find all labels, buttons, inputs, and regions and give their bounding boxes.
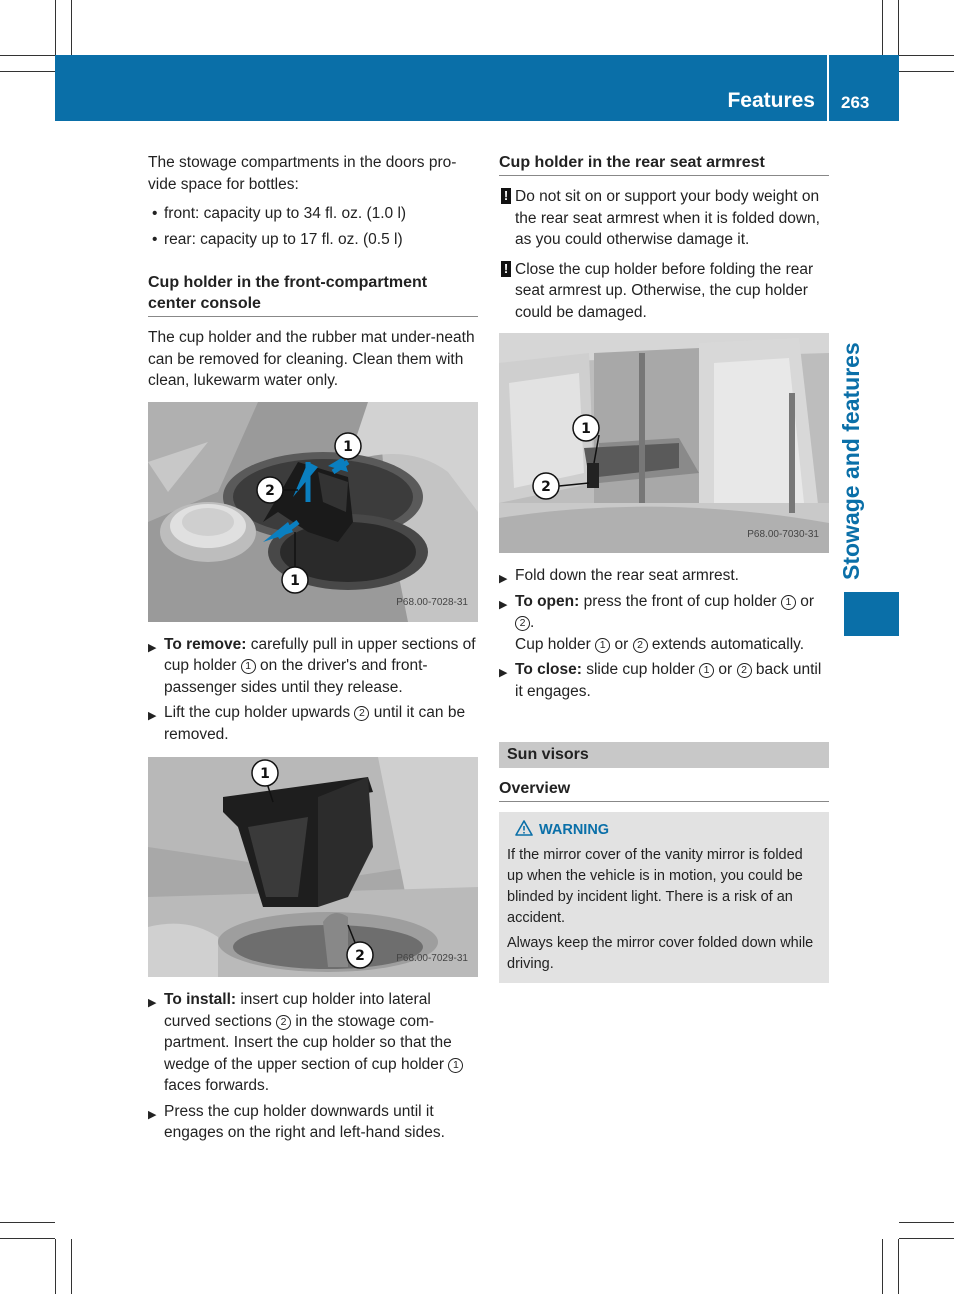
figure-marker: 1 xyxy=(581,421,591,437)
side-tab xyxy=(844,592,899,636)
right-column xyxy=(499,152,829,983)
warning-box xyxy=(499,812,829,983)
crop-mark xyxy=(0,1238,55,1239)
figure-front-cup-holder-install xyxy=(148,757,478,977)
heading-overview: Overview xyxy=(499,778,829,802)
cleaning-paragraph: The cup holder and the rubber mat under-neath can be removed for cleaning. Clean them with clean, lukewarm water only. xyxy=(148,329,475,389)
crop-mark xyxy=(899,1222,954,1223)
heading-rear-armrest: Cup holder in the rear seat armrest xyxy=(499,152,829,176)
list-item: ▶ To close: slide cup holder 1 or 2 back until it engages. xyxy=(499,661,822,700)
list-item: ▶ To install: insert cup holder into lateral curved sections 2 in the stowage com-partment. Insert the cup holder so that the wedge of the upper section of cup holder 1 faces forwards. xyxy=(148,989,478,1097)
crop-mark xyxy=(55,1239,56,1294)
figure-marker: 1 xyxy=(290,572,300,589)
figure-marker: 1 xyxy=(343,438,353,455)
notice: ! Do not sit on or support your body weight on the rear seat armrest when it is folded down, as you could otherwise damage it. xyxy=(499,186,829,251)
heading-front-console: Cup holder in the front-compartment center console xyxy=(148,272,478,317)
step-arrow-icon: ▶ xyxy=(148,997,157,1009)
crop-mark xyxy=(71,0,72,55)
list-item: ▶ To remove: carefully pull in upper sections of cup holder 1 on the driver's and front-passenger sides until they release. xyxy=(148,635,476,696)
crop-mark xyxy=(882,0,883,55)
callout-2-icon: 2 xyxy=(354,706,369,721)
header-divider xyxy=(827,55,829,121)
step-arrow-icon: ▶ xyxy=(499,667,508,679)
section-title: Features xyxy=(727,89,815,112)
section-sun-visors: Sun visors xyxy=(499,742,829,768)
step-arrow-icon: ▶ xyxy=(148,1108,157,1121)
exclamation-icon: ! xyxy=(501,261,511,277)
step-arrow-icon: ▶ xyxy=(499,598,508,611)
figure-code: P68.00-7030-31 xyxy=(747,528,819,540)
figure-marker: 1 xyxy=(260,766,270,782)
list-item: • front: capacity up to 34 fl. oz. (1.0 l) xyxy=(148,203,478,225)
callout-1-icon: 1 xyxy=(241,659,256,674)
callout-1-icon: 1 xyxy=(699,663,714,678)
callout-2-icon: 2 xyxy=(737,663,752,678)
page-number: 263 xyxy=(841,93,870,112)
step-arrow-icon: ▶ xyxy=(148,710,157,722)
list-item: ▶ Lift the cup holder upwards 2 until it can be removed. xyxy=(148,704,466,743)
rear-seat-illustration xyxy=(499,333,829,553)
crop-mark xyxy=(0,55,55,56)
crop-mark xyxy=(899,55,954,56)
callout-1-icon: 1 xyxy=(448,1058,463,1073)
warning-text: Always keep the mirror cover folded down while driving. xyxy=(507,935,814,972)
crop-mark xyxy=(0,71,55,72)
figure-marker: 2 xyxy=(355,948,365,964)
crop-mark xyxy=(55,0,56,55)
figure-rear-armrest xyxy=(499,333,829,553)
bullet-list xyxy=(148,203,478,250)
callout-2-icon: 2 xyxy=(633,638,648,653)
side-tab-label: Stowage and features xyxy=(838,342,864,580)
callout-2-icon: 2 xyxy=(276,1015,291,1030)
list-item: ▶ Press the cup holder downwards until it engages on the right and left-hand sides. xyxy=(148,1102,445,1141)
figure-marker: 2 xyxy=(541,479,551,495)
figure-code: P68.00-7028-31 xyxy=(396,597,468,608)
exclamation-icon: ! xyxy=(501,188,511,204)
crop-mark xyxy=(899,71,954,72)
crop-mark xyxy=(898,0,899,55)
warning-text: If the mirror cover of the vanity mirror is folded up when the vehicle is in motion, you could be blinded by incident light. There is a risk of an accident. xyxy=(507,847,803,926)
notice: ! Close the cup holder before folding the rear seat armrest up. Otherwise, the cup holder could be damaged. xyxy=(499,259,829,324)
removal-steps xyxy=(148,634,478,746)
step-arrow-icon: ▶ xyxy=(148,641,157,654)
list-item: • rear: capacity up to 17 fl. oz. (0.5 l) xyxy=(148,229,478,251)
install-steps xyxy=(148,989,478,1144)
front-console-illustration xyxy=(148,402,478,622)
crop-mark xyxy=(882,1239,883,1294)
armrest-steps xyxy=(499,565,829,702)
crop-mark xyxy=(0,1222,55,1223)
warning-title: WARNING xyxy=(507,820,821,841)
callout-1-icon: 1 xyxy=(595,638,610,653)
header-bar xyxy=(55,55,899,121)
figure-front-cup-holder-removal xyxy=(148,402,478,622)
left-column xyxy=(148,152,478,1148)
warning-triangle-icon xyxy=(515,820,533,836)
list-item: ▶ Fold down the rear seat armrest. xyxy=(499,565,829,587)
figure-marker: 2 xyxy=(265,482,275,499)
list-item: ▶ To open: press the front of cup holder 1 or 2 . Cup holder 1 or 2 extends automatically. xyxy=(499,592,815,653)
crop-mark xyxy=(899,1238,954,1239)
crop-mark xyxy=(71,1239,72,1294)
crop-mark xyxy=(898,1239,899,1294)
cup-holder-insert-illustration xyxy=(148,757,478,977)
callout-2-icon: 2 xyxy=(515,616,530,631)
step-arrow-icon: ▶ xyxy=(499,573,508,585)
callout-1-icon: 1 xyxy=(781,595,796,610)
figure-code: P68.00-7029-31 xyxy=(396,952,468,964)
intro-paragraph: The stowage compartments in the doors pro-vide space for bottles: xyxy=(148,154,457,193)
